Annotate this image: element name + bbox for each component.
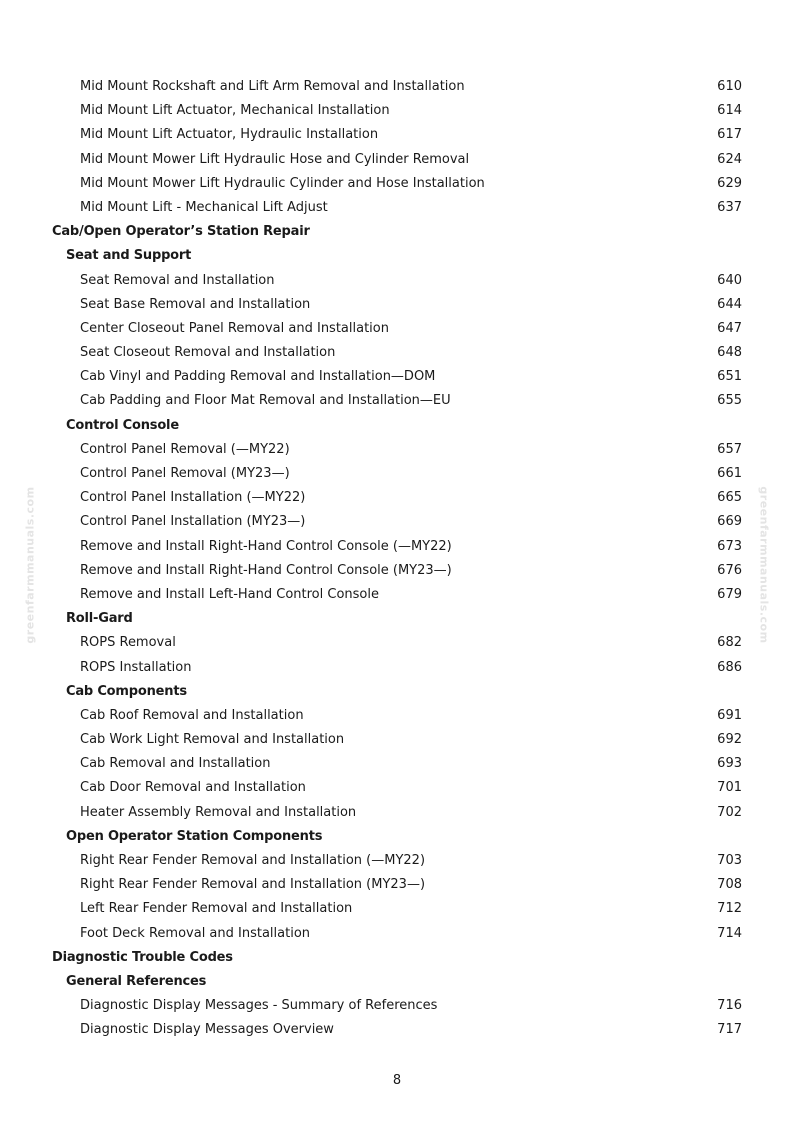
toc-entry[interactable]: [0, 172, 794, 196]
toc-entry-page-number: 655: [717, 393, 742, 409]
toc-entry[interactable]: [0, 99, 794, 123]
toc-entry-title: Mid Mount Lift Actuator, Hydraulic Installation: [80, 127, 379, 143]
toc-entry-title: Cab Removal and Installation: [80, 756, 271, 772]
toc-entry-title: Mid Mount Lift Actuator, Mechanical Installation: [80, 103, 390, 119]
watermark-left: greenfarmmanuals.com: [23, 486, 37, 644]
toc-entry-title: Cab/Open Operator’s Station Repair: [52, 224, 310, 240]
toc-entry-page-number: 679: [717, 586, 742, 602]
toc-entry-page-number: 651: [717, 369, 742, 385]
toc-entry-title: Remove and Install Right-Hand Control Console (MY23—): [80, 562, 452, 578]
toc-entry-title: Mid Mount Lift - Mechanical Lift Adjust: [80, 199, 328, 215]
toc-entry-page-number: 691: [717, 707, 742, 723]
toc-entry[interactable]: [0, 922, 794, 946]
toc-entry[interactable]: [0, 510, 794, 534]
toc-entry-title: Diagnostic Display Messages Overview: [80, 1022, 334, 1038]
toc-entry-title: Seat Closeout Removal and Installation: [80, 345, 336, 361]
toc-entry[interactable]: [0, 486, 794, 510]
toc-entry-page-number: 640: [717, 272, 742, 288]
table-of-contents: [0, 75, 794, 1043]
toc-entry-title: Cab Components: [66, 683, 187, 699]
toc-entry-title: Control Panel Removal (MY23—): [80, 466, 290, 481]
toc-entry[interactable]: [0, 801, 794, 825]
toc-entry-page-number: 657: [717, 441, 742, 457]
toc-entry-page-number: 617: [717, 127, 742, 143]
toc-entry-title: Mid Mount Rockshaft and Lift Arm Removal and Installation: [80, 79, 465, 94]
toc-entry-title: Left Rear Fender Removal and Installation: [80, 901, 353, 917]
toc-entry[interactable]: [0, 535, 794, 559]
toc-entry-page-number: 610: [717, 79, 742, 94]
toc-entry-title: Diagnostic Display Messages - Summary of References: [80, 998, 438, 1014]
toc-entry-title: Open Operator Station Components: [66, 828, 323, 844]
toc-entry-page-number: 624: [717, 151, 742, 167]
toc-entry-title: Cab Vinyl and Padding Removal and Installation—DOM: [80, 369, 436, 385]
toc-entry[interactable]: [0, 994, 794, 1018]
toc-entry[interactable]: [0, 776, 794, 800]
toc-entry-page-number: 716: [717, 998, 742, 1014]
toc-entry-title: Diagnostic Trouble Codes: [52, 949, 233, 965]
toc-entry[interactable]: [0, 389, 794, 413]
toc-entry-page-number: 686: [717, 659, 742, 675]
toc-entry-page-number: 717: [717, 1022, 742, 1038]
toc-entry-page-number: 693: [717, 756, 742, 772]
toc-subsection-heading: [0, 680, 794, 704]
toc-entry-page-number: 676: [717, 562, 742, 578]
toc-entry-page-number: 701: [717, 780, 742, 796]
toc-subsection-heading: [0, 244, 794, 268]
toc-entry-page-number: 708: [717, 877, 742, 893]
toc-entry[interactable]: [0, 438, 794, 462]
toc-entry[interactable]: [0, 75, 794, 99]
toc-entry-page-number: 669: [717, 514, 742, 530]
toc-entry-title: Seat and Support: [66, 248, 192, 264]
toc-entry-title: Control Console: [66, 417, 179, 433]
toc-entry[interactable]: [0, 704, 794, 728]
toc-entry-title: Center Closeout Panel Removal and Installation: [80, 320, 389, 336]
toc-entry-title: Foot Deck Removal and Installation: [80, 925, 311, 941]
toc-entry-title: Seat Base Removal and Installation: [80, 296, 311, 312]
toc-entry-title: Control Panel Installation (—MY22): [80, 490, 306, 506]
toc-entry-title: Remove and Install Right-Hand Control Console (—MY22): [80, 538, 452, 554]
toc-entry-page-number: 614: [717, 103, 742, 119]
toc-subsection-heading: [0, 414, 794, 438]
toc-entry[interactable]: [0, 583, 794, 607]
toc-entry-page-number: 644: [717, 296, 742, 312]
toc-entry-title: Cab Work Light Removal and Installation: [80, 732, 345, 748]
toc-entry-title: Mid Mount Mower Lift Hydraulic Hose and Cylinder Removal: [80, 151, 470, 167]
toc-entry[interactable]: [0, 873, 794, 897]
toc-entry[interactable]: [0, 341, 794, 365]
toc-entry-page-number: 629: [717, 175, 742, 191]
toc-section-heading: [0, 946, 794, 970]
toc-entry-page-number: 647: [717, 320, 742, 336]
toc-entry[interactable]: [0, 365, 794, 389]
toc-entry-title: ROPS Installation: [80, 659, 192, 675]
toc-entry-title: Remove and Install Left-Hand Control Console: [80, 586, 379, 602]
toc-entry[interactable]: [0, 631, 794, 655]
toc-entry-title: Mid Mount Mower Lift Hydraulic Cylinder and Hose Installation: [80, 175, 485, 191]
toc-entry-title: ROPS Removal: [80, 635, 176, 651]
toc-entry[interactable]: [0, 1018, 794, 1042]
toc-entry[interactable]: [0, 148, 794, 172]
toc-entry[interactable]: [0, 196, 794, 220]
toc-entry-page-number: 703: [717, 853, 742, 868]
toc-entry-title: Control Panel Removal (—MY22): [80, 441, 290, 457]
toc-section-heading: [0, 220, 794, 244]
toc-entry-page-number: 637: [717, 199, 742, 215]
toc-entry[interactable]: [0, 752, 794, 776]
toc-subsection-heading: [0, 607, 794, 631]
toc-entry-page-number: 673: [717, 538, 742, 554]
toc-entry-title: Cab Padding and Floor Mat Removal and Installation—EU: [80, 393, 451, 409]
toc-entry-title: Cab Door Removal and Installation: [80, 780, 306, 796]
toc-entry-title: Roll-Gard: [66, 611, 133, 627]
toc-subsection-heading: [0, 825, 794, 849]
toc-entry[interactable]: [0, 559, 794, 583]
page-number: 8: [392, 1073, 402, 1088]
toc-entry-title: Right Rear Fender Removal and Installation (MY23—): [80, 877, 426, 893]
toc-entry-title: Heater Assembly Removal and Installation: [80, 804, 357, 820]
toc-entry-page-number: 648: [717, 345, 742, 361]
toc-entry[interactable]: [0, 317, 794, 341]
toc-entry-title: Cab Roof Removal and Installation: [80, 707, 304, 723]
toc-entry-title: General References: [66, 973, 207, 989]
toc-entry[interactable]: [0, 462, 794, 486]
toc-entry-title: Seat Removal and Installation: [80, 272, 275, 288]
toc-entry[interactable]: [0, 123, 794, 147]
toc-entry-title: Control Panel Installation (MY23—): [80, 514, 306, 530]
toc-entry-page-number: 682: [717, 635, 742, 651]
toc-entry[interactable]: [0, 897, 794, 921]
toc-entry-page-number: 712: [717, 901, 742, 917]
toc-entry-page-number: 692: [717, 732, 742, 748]
toc-entry-page-number: 661: [717, 466, 742, 481]
toc-entry[interactable]: [0, 269, 794, 293]
toc-subsection-heading: [0, 970, 794, 994]
toc-entry-page-number: 665: [717, 490, 742, 506]
toc-entry[interactable]: [0, 656, 794, 680]
toc-entry[interactable]: [0, 293, 794, 317]
toc-entry[interactable]: [0, 728, 794, 752]
watermark-right: greenfarmmanuals.com: [757, 486, 771, 644]
toc-entry-page-number: 714: [717, 925, 742, 941]
toc-entry[interactable]: [0, 849, 794, 873]
toc-entry-title: Right Rear Fender Removal and Installation (—MY22): [80, 853, 426, 868]
toc-entry-page-number: 702: [717, 804, 742, 820]
